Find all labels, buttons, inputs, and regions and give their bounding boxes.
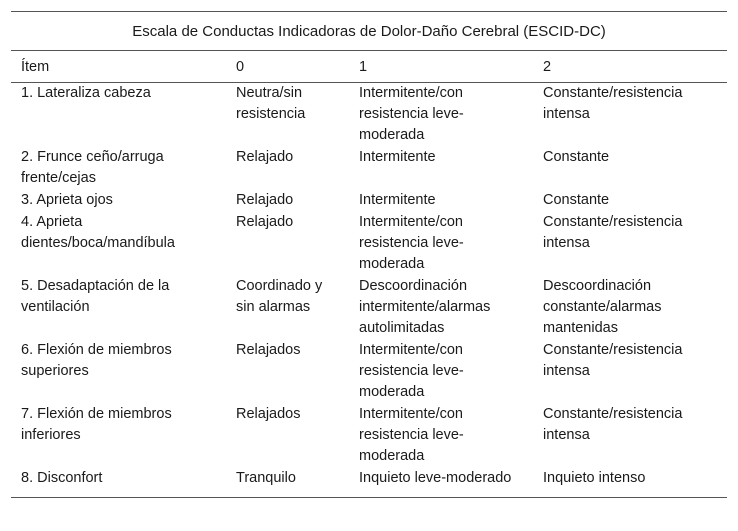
item-cell: 6. Flexión de miembros superiores <box>21 342 172 379</box>
header-item: Ítem <box>11 51 226 83</box>
score-2-cell: Constante/resistencia intensa <box>543 214 683 251</box>
escid-dc-table-container <box>11 11 727 498</box>
score-1-cell: Intermitente/con resistencia leve-moderada <box>359 406 464 464</box>
score-1-cell: Descoordinación intermitente/alarmas autolimitadas <box>359 278 491 336</box>
header-score-0: 0 <box>226 51 349 83</box>
score-0-cell: Tranquilo <box>226 468 349 498</box>
score-0-cell: Relajados <box>236 406 301 422</box>
table-header-row <box>11 51 727 83</box>
score-0-cell: Neutra/sin resistencia <box>236 85 306 122</box>
item-cell: 7. Flexión de miembros inferiores <box>21 406 172 443</box>
score-1-cell: Intermitente/con resistencia leve-moderada <box>359 214 464 272</box>
table-row <box>11 147 727 190</box>
score-2-cell: Constante <box>543 192 610 208</box>
table-row <box>11 276 727 340</box>
score-2-cell: Constante/resistencia intensa <box>543 342 683 379</box>
item-cell: 1. Lateraliza cabeza <box>21 85 151 101</box>
score-1-cell: Intermitente <box>359 192 436 208</box>
table-row <box>11 190 727 212</box>
table-title: Escala de Conductas Indicadoras de Dolor-Daño Cerebral (ESCID-DC) <box>11 12 727 51</box>
score-2-cell: Descoordinación constante/alarmas mantenidas <box>543 278 662 336</box>
score-1-cell: Inquieto leve-moderado <box>349 468 533 498</box>
item-cell: 5. Desadaptación de la ventilación <box>21 278 170 315</box>
table-row <box>11 83 727 148</box>
item-cell: 4. Aprieta dientes/boca/mandíbula <box>21 214 175 251</box>
score-0-cell: Coordinado y sin alarmas <box>236 278 323 315</box>
header-score-1: 1 <box>349 51 533 83</box>
table-row <box>11 468 727 498</box>
score-1-cell: Intermitente <box>359 149 436 165</box>
score-2-cell: Inquieto intenso <box>533 468 727 498</box>
score-0-cell: Relajado <box>236 214 294 230</box>
score-1-cell: Intermitente/con resistencia leve-moderada <box>359 342 464 400</box>
escid-dc-table <box>11 11 727 498</box>
table-row <box>11 404 727 468</box>
item-cell: 2. Frunce ceño/arruga frente/cejas <box>21 149 164 186</box>
score-2-cell: Constante/resistencia intensa <box>543 406 683 443</box>
table-body <box>11 83 727 498</box>
score-0-cell: Relajado <box>236 149 294 165</box>
item-cell: 3. Aprieta ojos <box>21 192 113 208</box>
score-1-cell: Intermitente/con resistencia leve-moderada <box>359 85 464 143</box>
table-row <box>11 212 727 276</box>
item-cell: 8. Disconfort <box>11 468 226 498</box>
table-row <box>11 340 727 404</box>
score-0-cell: Relajados <box>236 342 301 358</box>
score-2-cell: Constante/resistencia intensa <box>543 85 683 122</box>
table-title-row <box>11 12 727 51</box>
score-0-cell: Relajado <box>236 192 294 208</box>
score-2-cell: Constante <box>543 149 610 165</box>
header-score-2: 2 <box>533 51 727 83</box>
